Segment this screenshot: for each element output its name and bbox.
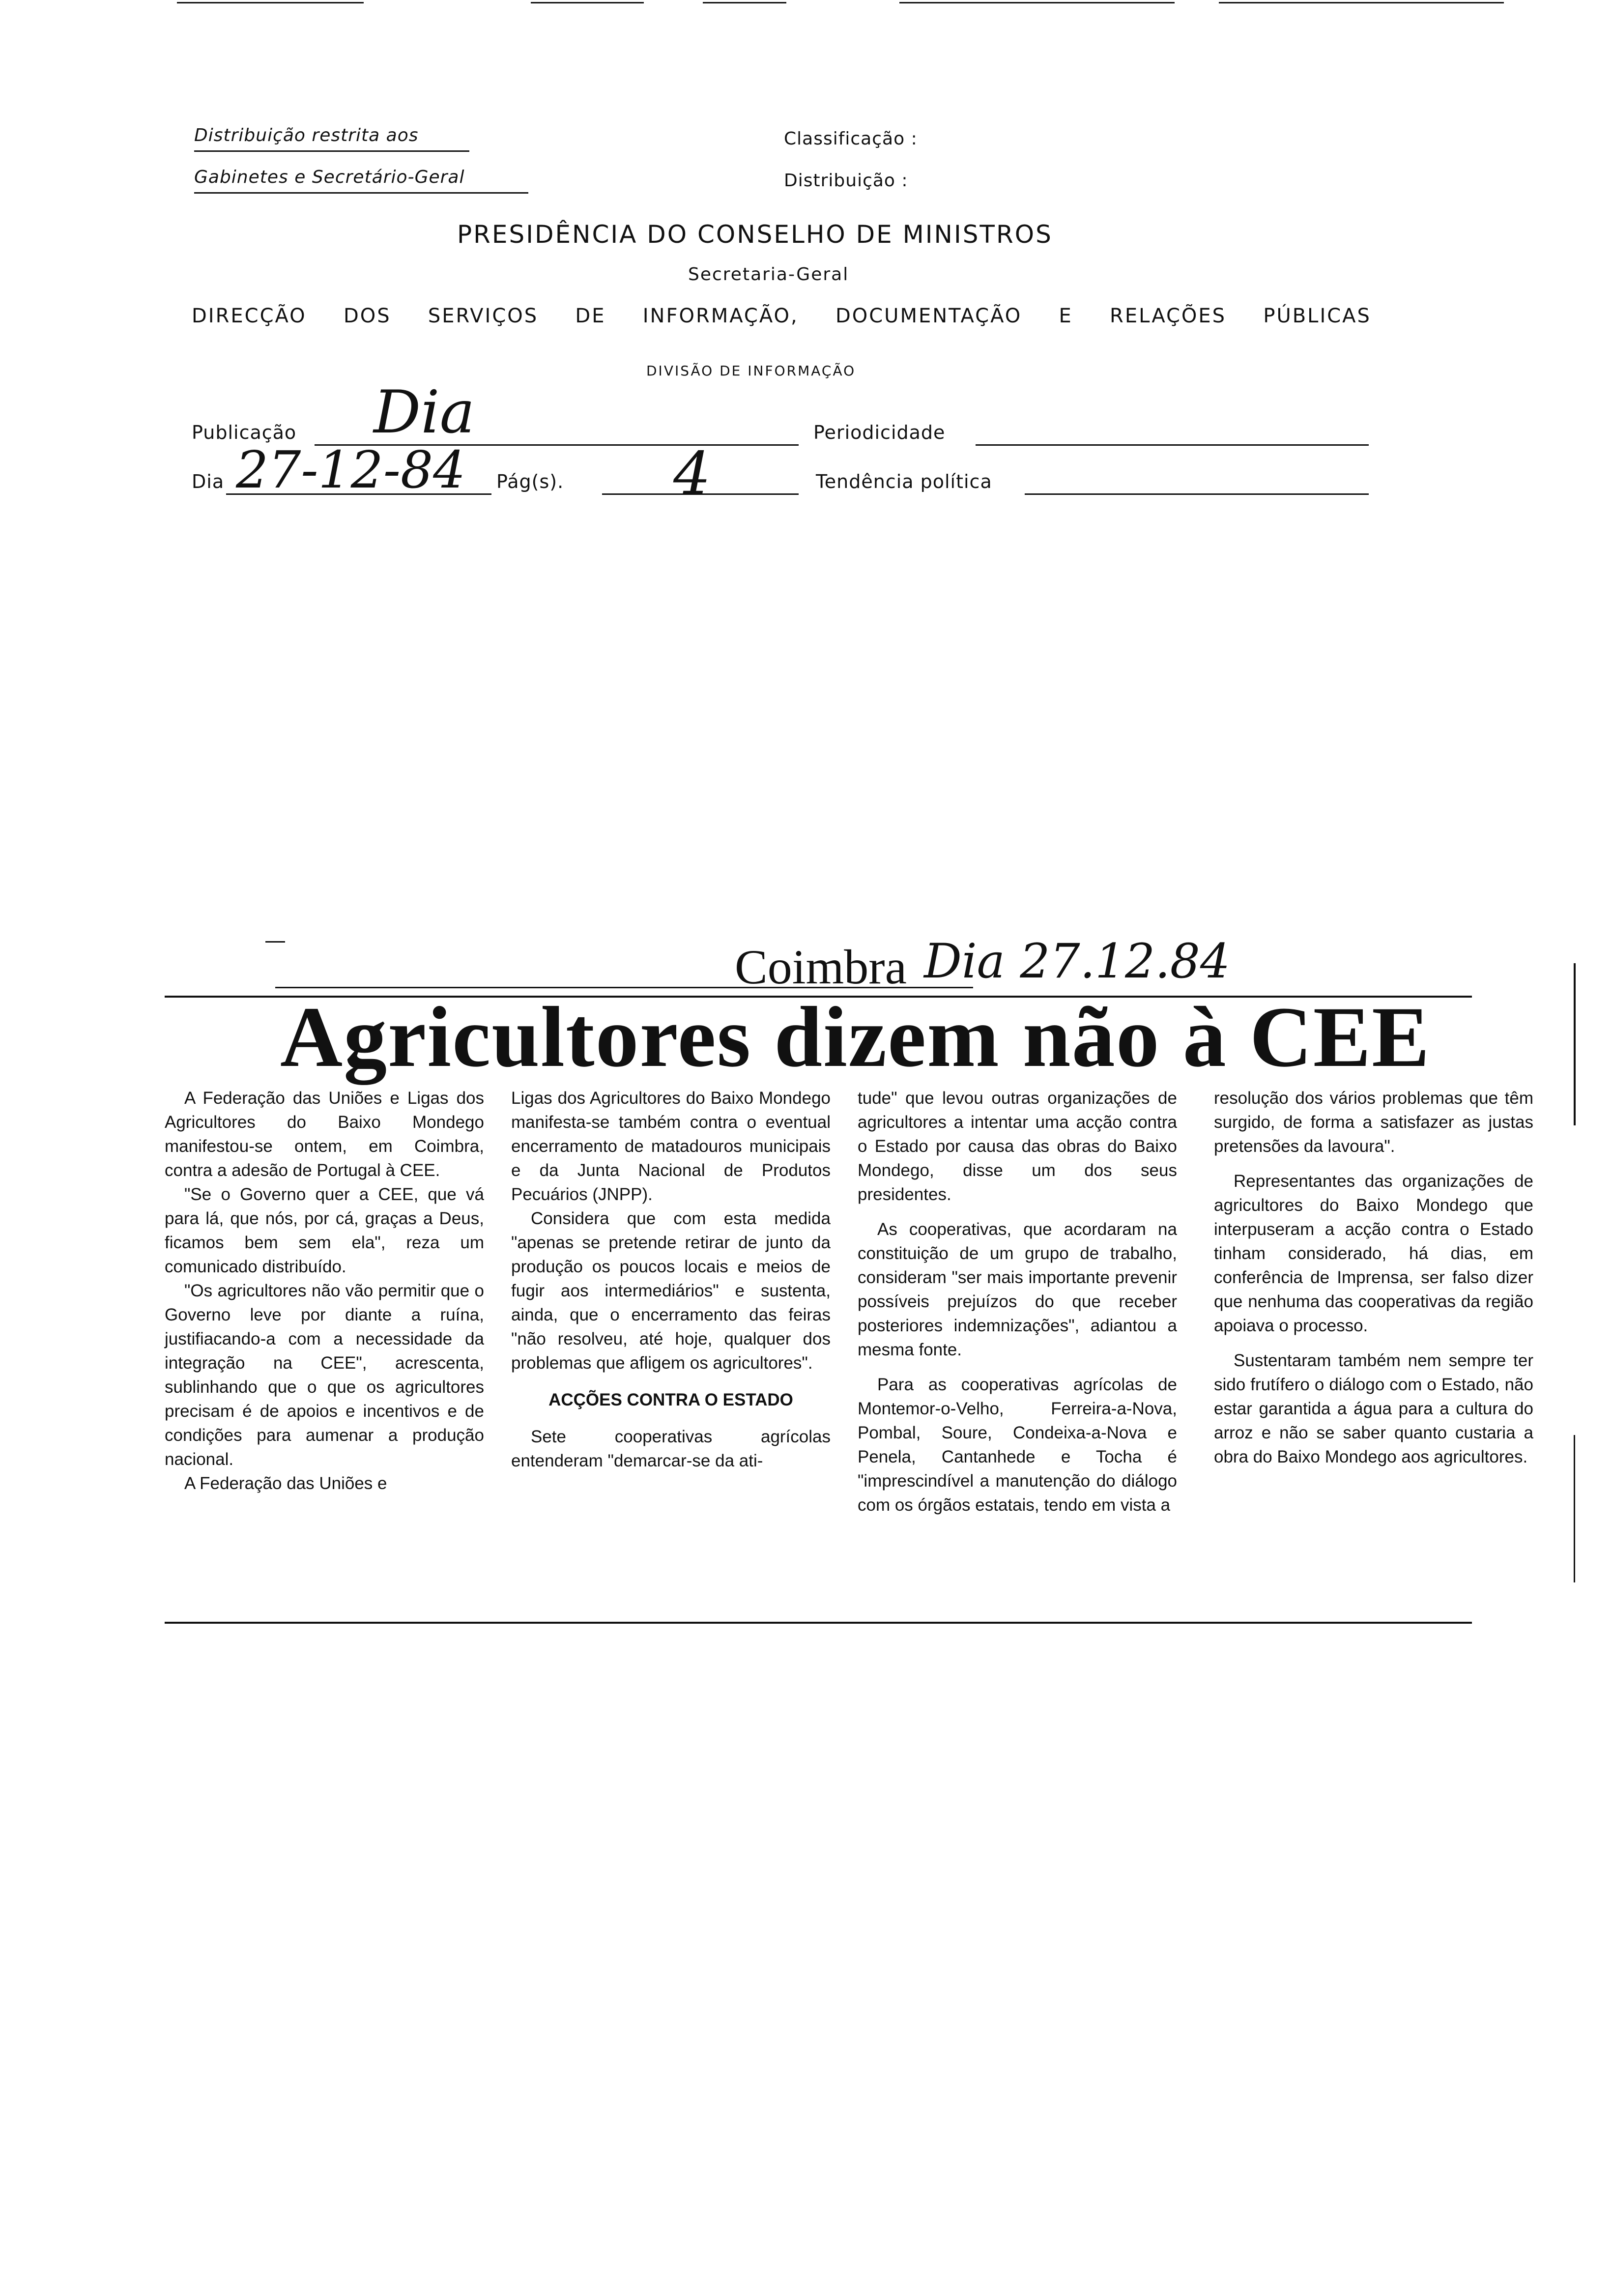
paragraph: resolução dos vários problemas que têm surgido, de forma a satisfazer as justas pretensões da lavoura". bbox=[1214, 1089, 1533, 1156]
paragraph: Considera que com esta medida "apenas se pretende retirar de junto da produção os poucos locais e meios de fugir aos intermediários" e sustenta, ainda, que o encerramento das feiras "não resolveu, até hoje, qualquer dos problemas que afligem os agricultores". bbox=[511, 1209, 831, 1373]
publication-label: Publicação bbox=[192, 422, 297, 443]
direction-word: DE bbox=[575, 305, 606, 327]
article-headline: Agricultores dizem não à CEE bbox=[280, 989, 1431, 1085]
paragraph: "Os agricultores não vão permitir que o Governo leve por diante a ruína, justifiacando-a com a necessidade da integração na CEE", acrescenta, sublinhando que o que os agricultores precisam é de apoios e incentivos e de condições para aumenar a produção nacional. bbox=[165, 1281, 484, 1469]
distribution-restricted-line2: Gabinetes e Secretário-Geral bbox=[194, 167, 528, 194]
office-subtitle: Secretaria-Geral bbox=[688, 264, 849, 285]
article-column-1 bbox=[165, 1086, 484, 1495]
distribution-restricted-line1: Distribuição restrita aos bbox=[194, 125, 469, 152]
paragraph: Sete cooperativas agrícolas entenderam "demarcar-se da ati- bbox=[511, 1427, 831, 1470]
article-column-2 bbox=[511, 1086, 831, 1473]
kicker-handwritten-date: Dia 27.12.84 bbox=[924, 934, 1230, 989]
paragraph: A Federação das Uniões e Ligas dos Agricultores do Baixo Mondego manifestou-se ontem, em Coimbra, contra a adesão de Portugal à CEE. bbox=[165, 1089, 484, 1180]
pages-label: Pág(s). bbox=[496, 471, 564, 492]
direction-word: DOS bbox=[343, 305, 391, 327]
direction-word: E bbox=[1059, 305, 1073, 327]
direction-word: RELAÇÕES bbox=[1110, 305, 1227, 327]
division-label: DIVISÃO DE INFORMAÇÃO bbox=[646, 363, 856, 379]
day-handwritten: 27-12-84 bbox=[236, 440, 466, 500]
direction-word: DIRECÇÃO bbox=[192, 305, 307, 327]
classification-label: Classificação : bbox=[784, 129, 918, 149]
pages-handwritten: 4 bbox=[673, 440, 711, 508]
scan-edge-mark bbox=[899, 2, 1175, 3]
direction-word: DOCUMENTAÇÃO bbox=[835, 305, 1022, 327]
tendency-line bbox=[1025, 493, 1369, 495]
paragraph: A Federação das Uniões e bbox=[184, 1474, 387, 1493]
scan-edge-mark bbox=[703, 2, 786, 3]
paragraph: tude" que levou outras organizações de agricultores a intentar uma acção contra o Estado por causa das obras do Baixo Mondego, disse um dos seus presidentes. bbox=[858, 1089, 1177, 1204]
article-kicker: Coimbra bbox=[735, 940, 907, 994]
scan-right-edge bbox=[1574, 963, 1576, 1125]
paragraph: Representantes das organizações de agricultores do Baixo Mondego que interpuseram a acção contra o Estado tinham considerado, há dias, em conferência de Imprensa, ser falso dizer que nenhuma das cooperativas da região apoiava o processo. bbox=[1214, 1172, 1533, 1335]
distribution-label: Distribuição : bbox=[784, 171, 908, 191]
periodicity-label: Periodicidade bbox=[813, 422, 946, 443]
stray-dash bbox=[265, 941, 285, 943]
periodicity-line bbox=[976, 444, 1369, 446]
tendency-label: Tendência política bbox=[816, 471, 992, 492]
article-bottom-rule bbox=[165, 1622, 1472, 1624]
direction-word: PÚBLICAS bbox=[1263, 305, 1371, 327]
section-subheading: ACÇÕES CONTRA O ESTADO bbox=[548, 1390, 793, 1409]
article-column-4 bbox=[1214, 1086, 1533, 1469]
direction-word: INFORMAÇÃO, bbox=[642, 305, 799, 327]
scan-edge-mark bbox=[177, 2, 364, 3]
paragraph: "Se o Governo quer a CEE, que vá para lá, que nós, por cá, graças a Deus, ficamos bem sem ela", reza um comunicado distribuído. bbox=[165, 1185, 484, 1276]
day-label: Dia bbox=[192, 471, 225, 492]
scan-edge-mark bbox=[531, 2, 644, 3]
scan-edge-mark bbox=[1219, 2, 1504, 3]
paragraph: Ligas dos Agricultores do Baixo Mondego manifesta-se também contra o eventual encerramento de matadouros municipais e da Junta Nacional de Produtos Pecuários (JNPP). bbox=[511, 1089, 831, 1204]
article-column-3 bbox=[858, 1086, 1177, 1517]
direction-word: SERVIÇOS bbox=[428, 305, 539, 327]
paragraph: Para as cooperativas agrícolas de Montemor-o-Velho, Ferreira-a-Nova, Pombal, Soure, Condeixa-a-Nova e Penela, Cantanhede e Tocha é "imprescindível a manutenção do diálogo com os órgãos estatais, tendo em vista a bbox=[858, 1375, 1177, 1515]
publication-handwritten: Dia bbox=[374, 378, 475, 447]
direction-line bbox=[192, 305, 1371, 327]
scan-right-edge-lower bbox=[1574, 1435, 1575, 1582]
paragraph: Sustentaram também nem sempre ter sido frutífero o diálogo com o Estado, não estar garantida a água para a cultura do arroz e não se saber quanto custaria a obra do Baixo Mondego aos agricultores. bbox=[1214, 1351, 1533, 1466]
office-title: PRESIDÊNCIA DO CONSELHO DE MINISTROS bbox=[457, 220, 1053, 249]
paragraph: As cooperativas, que acordaram na constituição de um grupo de trabalho, consideram "ser mais importante prevenir possíveis prejuízos do que receber posteriores indemnizações", adiantou a mesma fonte. bbox=[858, 1220, 1177, 1359]
